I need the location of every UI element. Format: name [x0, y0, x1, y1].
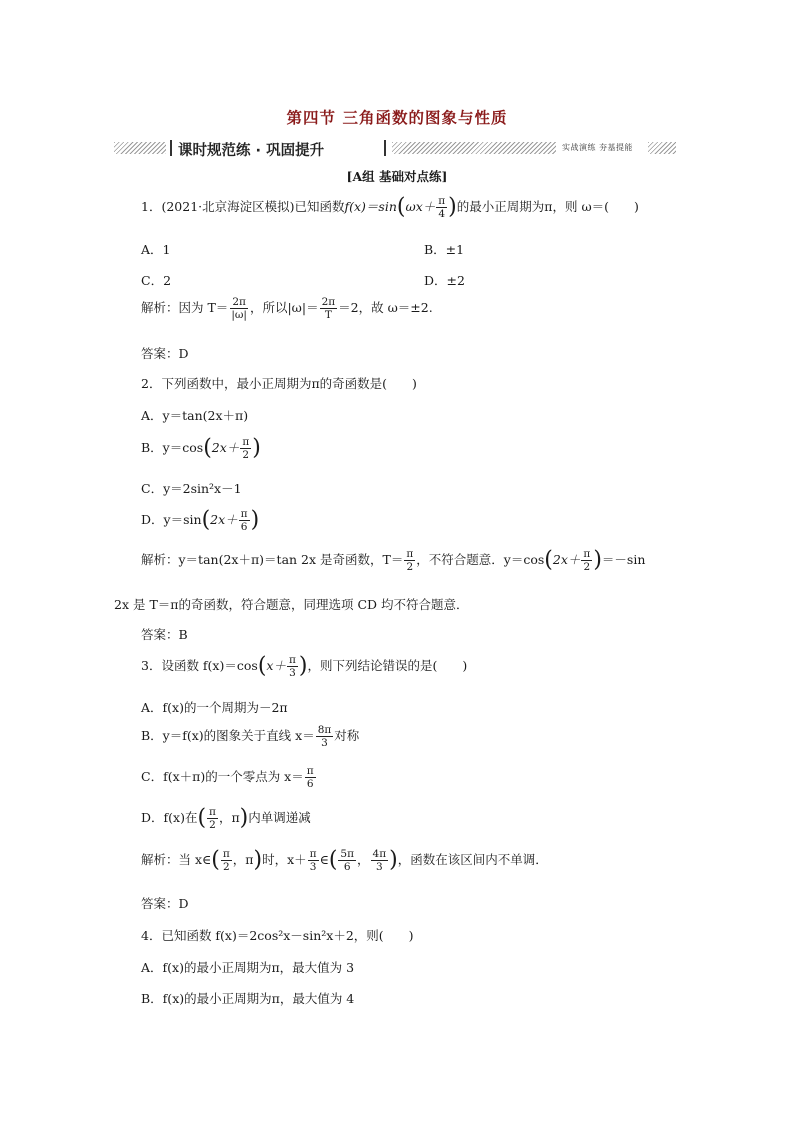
fraction: [316, 724, 334, 749]
fraction-denominator: |ω|: [231, 309, 247, 322]
fraction-denominator: 6: [343, 861, 351, 874]
question-4-stem: [141, 926, 414, 944]
answer: 答案：D: [141, 346, 189, 361]
fraction-denominator: 4: [438, 208, 446, 221]
fraction-numerator: π: [240, 508, 248, 520]
option-text: B．y＝cos: [141, 440, 204, 456]
math-arg: 2x＋: [211, 440, 240, 456]
fraction-numerator: π: [288, 654, 296, 666]
fraction-numerator: 2π: [232, 296, 246, 308]
option-text: 内单调递减: [248, 810, 311, 826]
fraction-denominator: 2: [242, 449, 250, 462]
fraction-numerator: π: [406, 548, 414, 560]
question-text: (2021·北京海淀区模拟)已知函数: [161, 199, 345, 215]
fraction: [371, 848, 389, 873]
option-b: [141, 724, 359, 749]
fraction: [581, 548, 592, 573]
paren-close: ): [239, 805, 249, 831]
option-c: [141, 765, 317, 790]
analysis-text: ，不符合题意．y＝cos: [416, 552, 545, 568]
paren-close: ): [298, 653, 308, 679]
question-3-analysis: [141, 848, 548, 873]
fraction: [338, 848, 356, 873]
fraction-denominator: 2: [222, 861, 230, 874]
fraction: [207, 806, 218, 831]
paren-close: ): [389, 847, 398, 873]
paren-close: ): [250, 507, 260, 533]
paren-open: (: [203, 435, 212, 461]
group-label: [A组 基础对点练]: [346, 169, 448, 184]
analysis-text: ，函数在该区间内不单调．: [397, 852, 548, 868]
fraction-numerator: π: [309, 848, 317, 860]
section-title: 第四节 三角函数的图象与性质: [286, 108, 508, 127]
fraction: [320, 296, 338, 321]
option-d: [141, 806, 311, 831]
fraction: [308, 848, 319, 873]
paren-close: ): [593, 547, 602, 573]
fraction: [240, 436, 251, 461]
fraction-numerator: π: [583, 548, 591, 560]
question-text: ，则下列结论错误的是( ): [307, 658, 468, 674]
analysis-text: 解析：因为 T＝: [141, 300, 229, 316]
option-text: B．y＝f(x)的图象关于直线 x＝: [141, 728, 315, 744]
paren-open: (: [201, 507, 211, 533]
option-d: D．±2: [424, 273, 465, 288]
option-d: [141, 508, 259, 533]
banner-hatch-mid: [392, 142, 556, 154]
analysis-text: 解析：当 x∈: [141, 852, 212, 868]
fraction-denominator: 2: [583, 561, 591, 574]
option-a: A．f(x)的一个周期为－2π: [141, 700, 288, 715]
fraction-denominator: 2: [209, 819, 216, 832]
fraction: [239, 508, 250, 533]
option-b: B．f(x)的最小正周期为π，最大值为 4: [141, 991, 355, 1006]
math-arg: x＋: [266, 658, 286, 674]
math-arg: 2x＋: [552, 552, 581, 568]
fraction-denominator: 6: [306, 778, 314, 791]
analysis-line-2: 2x 是 T＝π的奇函数，符合题意，同理选项 CD 均不符合题意．: [114, 597, 469, 612]
fraction-numerator: π: [438, 195, 446, 207]
fraction-numerator: π: [222, 848, 230, 860]
fraction: [221, 848, 232, 873]
fraction-denominator: 3: [309, 861, 317, 874]
math-arg: 2x＋: [210, 512, 238, 528]
banner-hatch-left: [114, 142, 166, 154]
answer: 答案：B: [141, 627, 188, 642]
answer: 答案：D: [141, 896, 189, 911]
comma: ，: [357, 852, 370, 868]
paren-close: ): [252, 435, 261, 461]
question-number: 1．: [141, 199, 162, 215]
analysis-text: 解析：y＝tan(2x＋π)＝tan 2x 是奇函数，T＝: [141, 552, 404, 568]
fraction: [229, 296, 249, 321]
question-text: 的最小正周期为π，则 ω＝( ): [456, 199, 639, 215]
fraction: [404, 548, 415, 573]
paren-close: ): [253, 847, 263, 873]
fraction-numerator: π: [242, 436, 250, 448]
fraction-numerator: π: [306, 765, 314, 777]
fraction: [436, 195, 447, 220]
analysis-text: ＝－sin: [601, 552, 646, 568]
fraction-denominator: 3: [321, 737, 328, 750]
option-b: [141, 436, 261, 461]
fraction-denominator: 3: [289, 667, 296, 680]
option-text: D．f(x)在: [141, 810, 198, 826]
paren-close: ): [448, 194, 457, 220]
analysis-text: 时，x＋: [262, 852, 307, 868]
question-text: 下列函数中，最小正周期为π的奇函数是( ): [161, 376, 417, 391]
question-text: 设函数 f(x)＝cos: [161, 658, 258, 674]
option-text: D．y＝sin: [141, 512, 202, 528]
analysis-text: ，所以|ω|＝: [249, 300, 319, 316]
question-2-stem: [141, 374, 417, 392]
fraction-numerator: 2π: [321, 296, 336, 308]
paren-open: (: [396, 194, 406, 220]
option-a: A．y＝tan(2x＋π): [141, 408, 249, 423]
paren-open: (: [257, 653, 267, 679]
analysis-text: ，π: [232, 852, 254, 868]
banner-hatch-right: [648, 142, 676, 154]
question-1-analysis: [141, 296, 433, 321]
question-3-stem: [141, 654, 467, 679]
fraction-numerator: 8π: [317, 724, 332, 736]
fraction-numerator: 5π: [340, 848, 355, 860]
question-2-analysis: [141, 548, 645, 573]
banner: [114, 140, 676, 159]
fraction-denominator: 6: [240, 521, 248, 534]
paren-open: (: [211, 847, 220, 873]
question-1-stem: [141, 195, 639, 220]
option-c: C．y＝2sin²x－1: [141, 481, 242, 496]
fraction-denominator: T: [324, 309, 332, 322]
fraction-denominator: 2: [406, 561, 414, 574]
fraction-numerator: 4π: [372, 848, 387, 860]
question-number: 4．: [141, 928, 162, 943]
option-text: C．f(x＋π)的一个零点为 x＝: [141, 769, 304, 785]
option-c: C．2: [141, 273, 172, 288]
option-a: A．1: [141, 242, 171, 257]
option-a: A．f(x)的最小正周期为π，最大值为 3: [141, 960, 355, 975]
fraction-denominator: 3: [375, 861, 383, 874]
fraction-numerator: π: [209, 806, 216, 818]
banner-bar-right: [384, 140, 386, 156]
paren-open: (: [544, 547, 553, 573]
analysis-text: ＝2，故 ω＝±2.: [338, 300, 433, 316]
question-number: 3．: [141, 658, 162, 674]
math-arg: ωx＋: [405, 199, 436, 215]
fraction: [287, 654, 298, 679]
banner-bar-left: [170, 140, 172, 156]
question-text: 已知函数 f(x)＝2cos²x－sin²x＋2，则( ): [161, 928, 414, 943]
question-number: 2．: [141, 376, 162, 391]
option-text: ，π: [218, 810, 240, 826]
banner-title: 课时规范练 · 巩固提升: [178, 143, 325, 159]
paren-open: (: [197, 805, 207, 831]
option-text: 对称: [334, 728, 360, 744]
analysis-text: ∈: [319, 852, 329, 868]
banner-side-label: 实战演练 夯基提能: [562, 143, 634, 152]
option-b: B．±1: [424, 242, 465, 257]
math-fx: f(x)＝sin: [344, 199, 397, 215]
fraction: [305, 765, 316, 790]
paren-open: (: [328, 847, 338, 873]
